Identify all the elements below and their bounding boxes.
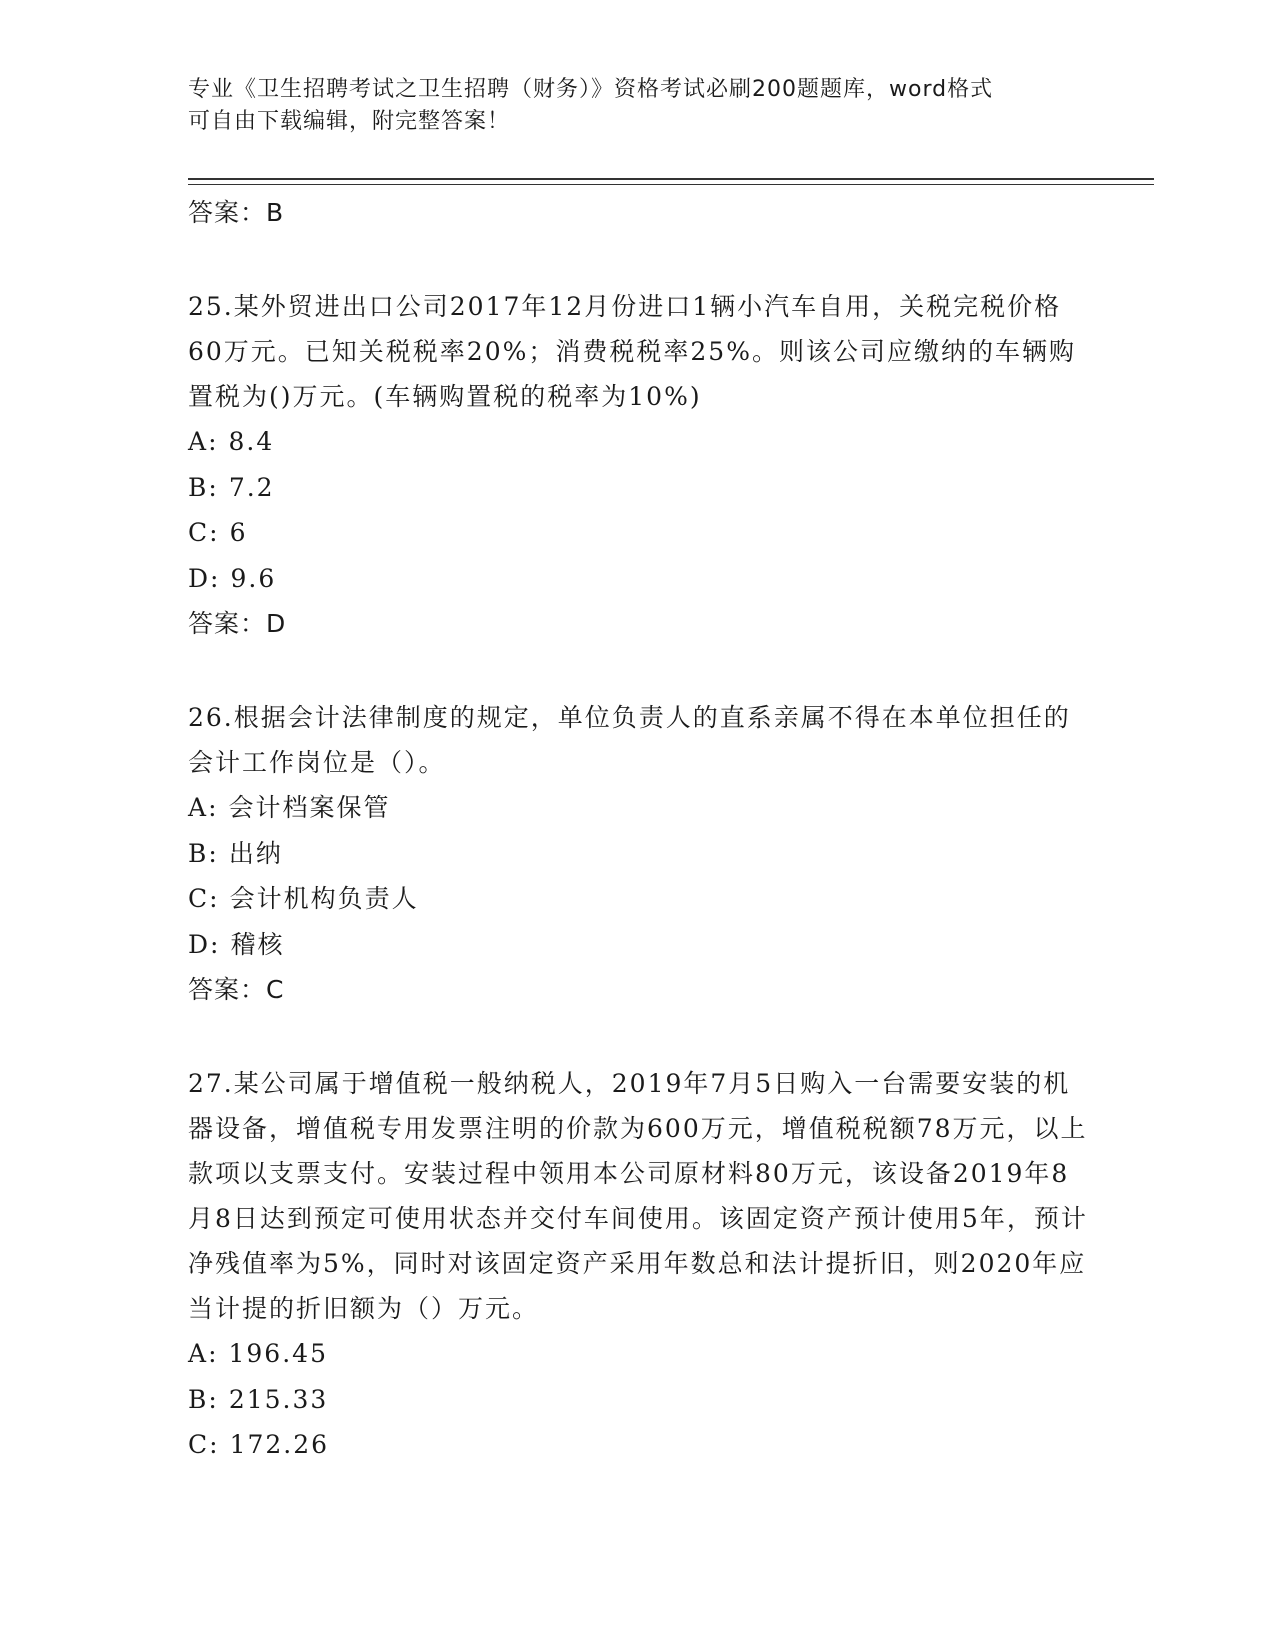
option-d: D: 9.6 bbox=[188, 563, 277, 593]
document-body bbox=[188, 190, 1088, 1468]
question-26 bbox=[188, 695, 1088, 1013]
header-line-1: 专业《卫生招聘考试之卫生招聘（财务）》资格考试必刷200题题库，word格式 bbox=[188, 77, 994, 102]
question-text: 26.根据会计法律制度的规定，单位负责人的直系亲属不得在本单位担任的会计工作岗位是（）。 bbox=[188, 703, 1071, 777]
question-text: 25.某外贸进出口公司2017年12月份进口1辆小汽车自用，关税完税价格60万元。已知关税税率20%；消费税税率25%。则该公司应缴纳的车辆购置税为()万元。(车辆购置税的税率为10%) bbox=[188, 292, 1076, 411]
answer: 答案：D bbox=[188, 609, 287, 638]
option-b: B: 215.33 bbox=[188, 1384, 329, 1414]
header-line-2: 可自由下载编辑，附完整答案！ bbox=[188, 109, 511, 134]
previous-answer: 答案：B bbox=[188, 198, 285, 227]
option-c: C: 172.26 bbox=[188, 1430, 330, 1459]
option-b: B: 7.2 bbox=[188, 472, 275, 502]
option-c: C: 6 bbox=[188, 518, 248, 547]
header-divider-thin bbox=[188, 184, 1154, 185]
document-header bbox=[188, 74, 1088, 138]
question-27 bbox=[188, 1061, 1088, 1468]
option-a: A: 196.45 bbox=[188, 1339, 328, 1368]
answer: 答案：C bbox=[188, 975, 285, 1004]
option-b: B: 出纳 bbox=[188, 838, 283, 868]
option-c: C: 会计机构负责人 bbox=[188, 884, 419, 913]
option-a: A: 8.4 bbox=[188, 427, 275, 456]
header-divider-thick bbox=[188, 178, 1154, 180]
option-d: D: 稽核 bbox=[188, 929, 285, 959]
question-25 bbox=[188, 284, 1088, 647]
option-a: A: 会计档案保管 bbox=[188, 793, 391, 822]
question-text: 27.某公司属于增值税一般纳税人，2019年7月5日购入一台需要安装的机器设备，增值税专用发票注明的价款为600万元，增值税税额78万元，以上款项以支票支付。安装过程中领用本公司原材料80万元，该设备2019年8月8日达到预定可使用状态并交付车间使用。该固定资产预计使用5年，预计净残值率为5%，同时对该固定资产采用年数总和法计提折旧，则2020年应当计提的折旧额为（）万元。 bbox=[188, 1069, 1088, 1323]
